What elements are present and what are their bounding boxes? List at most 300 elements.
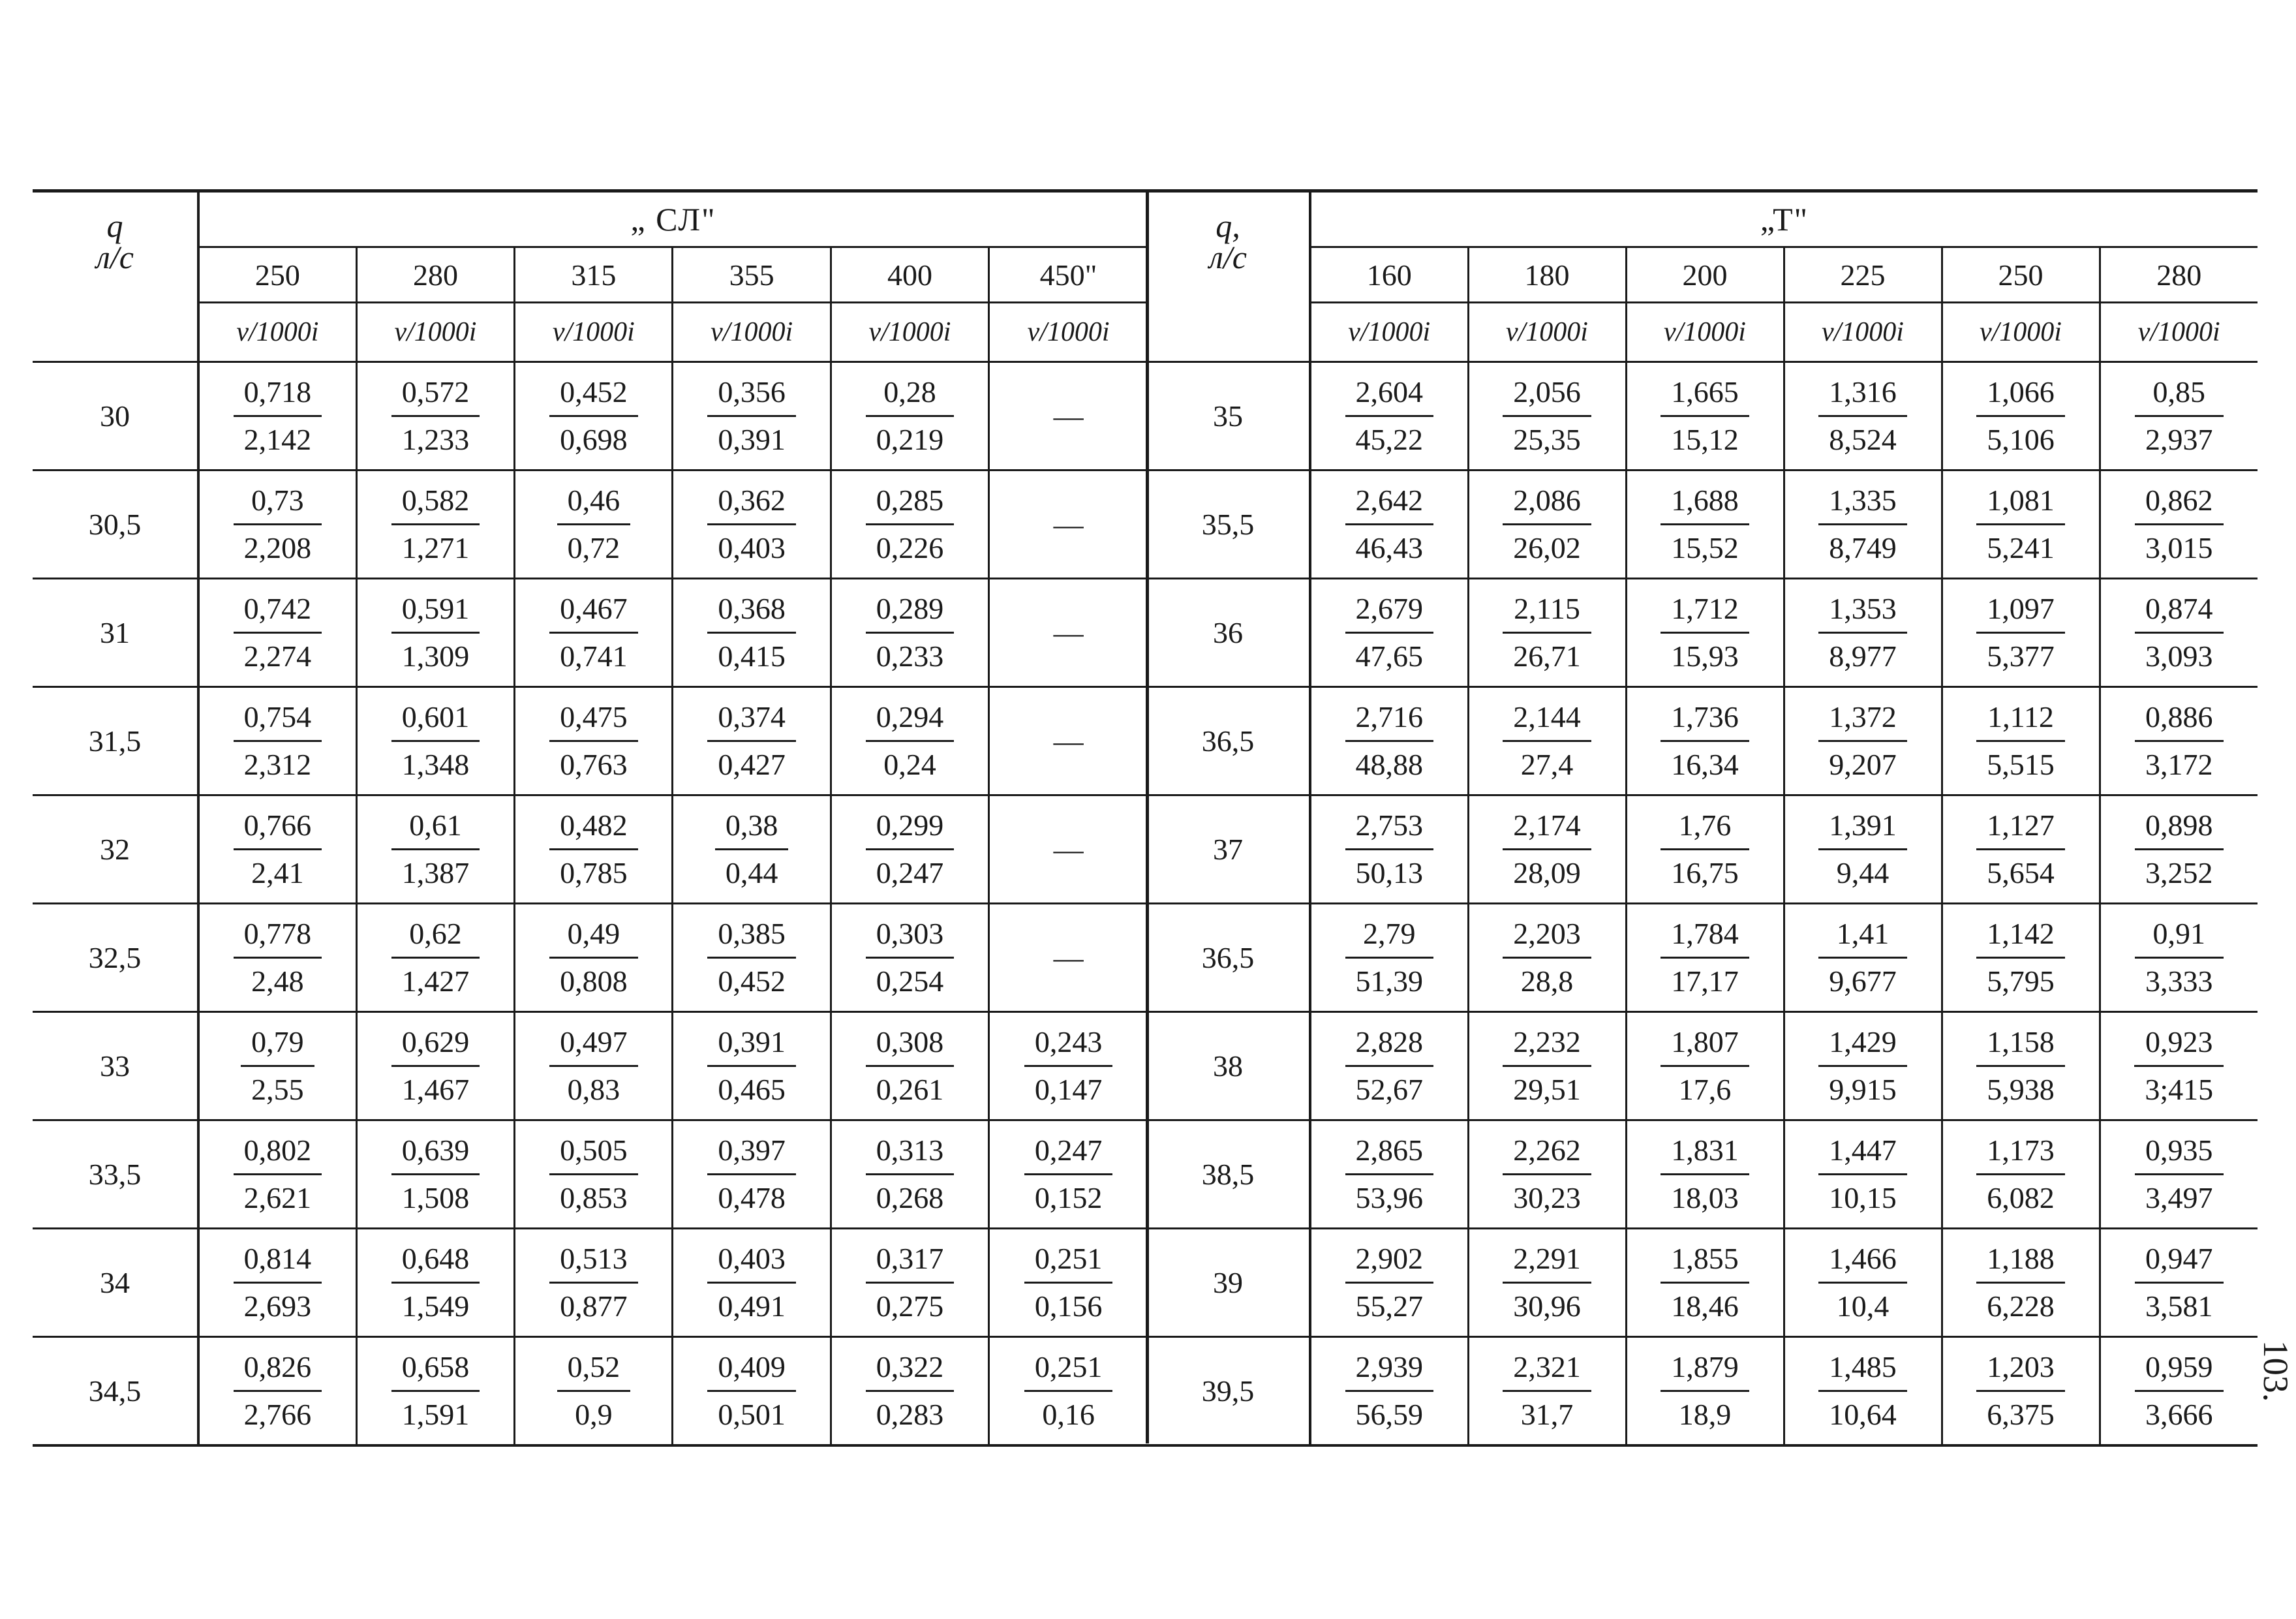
- fraction: [391, 1135, 480, 1213]
- value-cell: [1626, 1337, 1784, 1445]
- fraction: [707, 1135, 796, 1213]
- velocity-value: 0,947: [2135, 1244, 2224, 1284]
- velocity-value: 1,784: [1661, 919, 1749, 959]
- head-loss-value: 2,312: [243, 748, 312, 781]
- q-symbol: q: [106, 208, 123, 244]
- value-cell: [1468, 1229, 1626, 1337]
- q-column-header: [1147, 191, 1310, 303]
- velocity-value: 0,374: [707, 702, 796, 742]
- value-cell: [2100, 579, 2258, 687]
- value-cell: [989, 1012, 1147, 1120]
- velocity-value: 1,112: [1976, 702, 2065, 742]
- fraction: [1345, 594, 1434, 671]
- value-cell: [1942, 1012, 2100, 1120]
- fraction: [866, 1244, 955, 1321]
- velocity-value: 1,429: [1818, 1027, 1907, 1067]
- head-loss-value: 2,937: [2145, 423, 2213, 456]
- head-loss-value: 1,508: [401, 1181, 470, 1214]
- value-cell: [2100, 904, 2258, 1012]
- velocity-value: 0,85: [2135, 377, 2224, 417]
- fraction: [234, 594, 322, 671]
- fraction: [1345, 1244, 1434, 1321]
- head-loss-value: 17,17: [1671, 964, 1739, 998]
- fraction: [1661, 1349, 1749, 1431]
- velocity-value: 1,188: [1976, 1244, 2065, 1284]
- value-cell: [2100, 1012, 2258, 1120]
- head-loss-value: 3,333: [2145, 964, 2213, 998]
- velocity-value: 0,28: [866, 377, 955, 417]
- head-loss-value: 2,274: [243, 640, 312, 673]
- value-cell: [1310, 1229, 1468, 1337]
- velocity-value: 0,247: [1024, 1135, 1113, 1175]
- value-cell: [1626, 1012, 1784, 1120]
- head-loss-value: 2,48: [251, 964, 304, 998]
- value-cell: [989, 1229, 1147, 1337]
- diameter-header: 180: [1468, 247, 1626, 303]
- fraction: [1818, 1027, 1907, 1105]
- q-value: 38,5: [1147, 1120, 1310, 1229]
- fraction: [2135, 810, 2224, 888]
- empty-cell: [989, 579, 1147, 687]
- velocity-value: 0,38: [715, 810, 789, 850]
- head-loss-value: 0,403: [718, 531, 786, 564]
- fraction: [1818, 810, 1907, 888]
- head-loss-value: 0,427: [718, 748, 786, 781]
- velocity-value: 1,712: [1661, 594, 1749, 634]
- head-loss-value: 10,64: [1829, 1397, 1897, 1431]
- fraction: [1976, 1027, 2065, 1105]
- fraction: [1024, 1135, 1113, 1213]
- value-cell: [515, 904, 673, 1012]
- value-cell: [515, 1229, 673, 1337]
- value-cell: [673, 687, 831, 795]
- velocity-value: 2,642: [1345, 486, 1434, 525]
- dash: —: [1053, 399, 1084, 433]
- head-loss-value: 30,96: [1513, 1289, 1581, 1323]
- velocity-value: 0,52: [557, 1352, 631, 1392]
- q-value: 39,5: [1147, 1337, 1310, 1445]
- table-row: [33, 470, 1147, 579]
- head-loss-value: 25,35: [1513, 423, 1581, 456]
- velocity-value: 2,086: [1503, 486, 1591, 525]
- fraction: [1818, 486, 1907, 563]
- value-cell: [1468, 470, 1626, 579]
- value-cell: [198, 1012, 356, 1120]
- value-cell: [515, 362, 673, 470]
- head-loss-value: 1,549: [401, 1289, 470, 1323]
- table-row: [1147, 795, 2258, 904]
- head-loss-value: 2,693: [243, 1289, 312, 1323]
- fraction: [1503, 1135, 1591, 1213]
- value-cell: [356, 904, 514, 1012]
- velocity-value: 1,066: [1976, 377, 2065, 417]
- head-loss-value: 0,152: [1034, 1181, 1103, 1214]
- head-loss-value: 8,524: [1829, 423, 1897, 456]
- value-cell: [1310, 687, 1468, 795]
- head-loss-value: 0,785: [560, 856, 628, 889]
- velocity-value: 0,826: [234, 1352, 322, 1392]
- head-loss-value: 47,65: [1355, 640, 1423, 673]
- velocity-value: 0,308: [866, 1027, 955, 1067]
- velocity-value: 0,251: [1024, 1244, 1113, 1284]
- value-cell: [1942, 470, 2100, 579]
- fraction: [866, 486, 955, 563]
- fraction: [391, 486, 480, 563]
- fraction: [234, 377, 322, 455]
- fraction: [2135, 1244, 2224, 1321]
- fraction: [2134, 1027, 2224, 1105]
- value-cell: [198, 470, 356, 579]
- fraction: [1661, 919, 1749, 996]
- velocity-value: 0,959: [2135, 1352, 2224, 1392]
- velocity-value: 1,688: [1661, 486, 1749, 525]
- table-row: [1147, 904, 2258, 1012]
- fraction: [1345, 1349, 1434, 1431]
- value-cell: [1626, 362, 1784, 470]
- fraction: [1345, 702, 1434, 780]
- head-loss-value: 9,915: [1829, 1073, 1897, 1106]
- velocity-value: 1,081: [1976, 486, 2065, 525]
- head-loss-value: 8,977: [1829, 640, 1897, 673]
- value-cell: [673, 362, 831, 470]
- value-cell: [1784, 579, 1942, 687]
- velocity-value: 1,76: [1661, 810, 1749, 850]
- value-cell: [1942, 362, 2100, 470]
- fraction: [391, 1244, 480, 1321]
- dash: —: [1053, 724, 1084, 758]
- velocity-value: 0,467: [549, 594, 638, 634]
- fraction: [391, 919, 480, 996]
- value-cell: [198, 1120, 356, 1229]
- velocity-value: 0,49: [549, 919, 638, 959]
- unit-header: v/1000i: [1310, 303, 1468, 362]
- velocity-value: 1,665: [1661, 377, 1749, 417]
- fraction: [1661, 810, 1749, 888]
- table-row: [1147, 1120, 2258, 1229]
- head-loss-value: 5,938: [1987, 1073, 2055, 1106]
- velocity-value: 0,582: [391, 486, 480, 525]
- q-value: 34: [33, 1229, 198, 1337]
- fraction: [1661, 702, 1749, 780]
- velocity-value: 0,886: [2135, 702, 2224, 742]
- head-loss-value: 0,491: [718, 1289, 786, 1323]
- velocity-value: 0,79: [241, 1027, 314, 1067]
- velocity-value: 0,648: [391, 1244, 480, 1284]
- value-cell: [1468, 579, 1626, 687]
- head-loss-value: 0,391: [718, 423, 786, 456]
- value-cell: [1468, 795, 1626, 904]
- fraction: [549, 702, 638, 780]
- fraction: [234, 810, 322, 888]
- value-cell: [1468, 362, 1626, 470]
- head-loss-value: 30,23: [1513, 1181, 1581, 1214]
- fraction: [715, 810, 789, 888]
- value-cell: [2100, 687, 2258, 795]
- q-value: 35,5: [1147, 470, 1310, 579]
- velocity-value: 0,802: [234, 1135, 322, 1175]
- value-cell: [1626, 1229, 1784, 1337]
- velocity-value: 0,385: [707, 919, 796, 959]
- head-loss-value: 0,226: [876, 531, 944, 564]
- head-loss-value: 46,43: [1355, 531, 1423, 564]
- value-cell: [1784, 904, 1942, 1012]
- value-cell: [1942, 1229, 2100, 1337]
- table-header: [33, 191, 1147, 362]
- value-cell: [673, 470, 831, 579]
- velocity-value: 0,923: [2134, 1027, 2224, 1067]
- velocity-value: 1,097: [1976, 594, 2065, 634]
- fraction: [549, 1027, 638, 1105]
- head-loss-value: 3,497: [2145, 1181, 2213, 1214]
- value-cell: [356, 1229, 514, 1337]
- head-loss-value: 0,741: [560, 640, 628, 673]
- fraction: [1345, 1027, 1434, 1105]
- value-cell: [515, 470, 673, 579]
- fraction: [1976, 1244, 2065, 1321]
- unit-header: v/1000i: [1626, 303, 1784, 362]
- value-cell: [1942, 1120, 2100, 1229]
- head-loss-value: 56,59: [1355, 1397, 1423, 1431]
- velocity-value: 0,754: [234, 702, 322, 742]
- head-loss-value: 8,749: [1829, 531, 1897, 564]
- head-loss-value: 0,233: [876, 640, 944, 673]
- fraction: [234, 702, 322, 780]
- velocity-value: 0,452: [549, 377, 638, 417]
- value-cell: [2100, 1120, 2258, 1229]
- velocity-value: 0,317: [866, 1244, 955, 1284]
- velocity-value: 1,855: [1661, 1244, 1749, 1284]
- velocity-value: 2,203: [1503, 919, 1591, 959]
- head-loss-value: 18,03: [1671, 1181, 1739, 1214]
- head-loss-value: 0,452: [718, 964, 786, 998]
- head-loss-value: 26,71: [1513, 640, 1581, 673]
- fraction: [707, 919, 796, 996]
- fraction: [707, 1027, 796, 1105]
- fraction: [391, 594, 480, 671]
- q-value: 33,5: [33, 1120, 198, 1229]
- value-cell: [1784, 1120, 1942, 1229]
- fraction: [549, 377, 638, 455]
- fraction: [1976, 594, 2065, 671]
- q-column-spacer: [1147, 303, 1310, 362]
- dash: —: [1053, 833, 1084, 866]
- fraction: [1503, 919, 1591, 996]
- value-cell: [515, 1120, 673, 1229]
- velocity-value: 1,335: [1818, 486, 1907, 525]
- fraction: [1976, 1135, 2065, 1213]
- velocity-value: 0,475: [549, 702, 638, 742]
- fraction: [866, 702, 955, 780]
- velocity-value: 1,736: [1661, 702, 1749, 742]
- value-cell: [673, 579, 831, 687]
- fraction: [1345, 919, 1434, 996]
- fraction: [1503, 702, 1591, 780]
- empty-cell: [989, 687, 1147, 795]
- value-cell: [673, 1337, 831, 1445]
- unit-header: v/1000i: [1784, 303, 1942, 362]
- q-unit: л/с: [1209, 238, 1247, 275]
- value-cell: [356, 687, 514, 795]
- value-cell: [1942, 1337, 2100, 1445]
- velocity-value: 0,601: [391, 702, 480, 742]
- head-loss-value: 29,51: [1513, 1073, 1581, 1106]
- fraction: [2135, 594, 2224, 671]
- head-loss-value: 0,72: [567, 531, 620, 564]
- value-cell: [2100, 1229, 2258, 1337]
- head-loss-value: 0,44: [725, 856, 778, 889]
- value-cell: [831, 1337, 988, 1445]
- head-loss-value: 0,268: [876, 1181, 944, 1214]
- velocity-value: 1,353: [1818, 594, 1907, 634]
- head-loss-value: 2,766: [243, 1397, 312, 1431]
- fraction: [1661, 486, 1749, 563]
- velocity-value: 2,902: [1345, 1244, 1434, 1284]
- velocity-value: 0,313: [866, 1135, 955, 1175]
- q-value: 30,5: [33, 470, 198, 579]
- value-cell: [1310, 470, 1468, 579]
- value-cell: [198, 1229, 356, 1337]
- head-loss-value: 0,283: [876, 1397, 944, 1431]
- fraction: [391, 702, 480, 780]
- table-row: [1147, 579, 2258, 687]
- velocity-value: 0,243: [1024, 1027, 1113, 1067]
- fraction: [866, 919, 955, 996]
- fraction: [1503, 1027, 1591, 1105]
- velocity-value: 1,447: [1818, 1135, 1907, 1175]
- head-loss-value: 2,55: [251, 1073, 304, 1106]
- head-loss-value: 0,254: [876, 964, 944, 998]
- fraction: [707, 486, 796, 563]
- head-loss-value: 0,147: [1034, 1073, 1103, 1106]
- velocity-value: 2,679: [1345, 594, 1434, 634]
- head-loss-value: 0,501: [718, 1397, 786, 1431]
- q-value: 38: [1147, 1012, 1310, 1120]
- unit-header: v/1000i: [1942, 303, 2100, 362]
- head-loss-value: 2,621: [243, 1181, 312, 1214]
- velocity-value: 0,862: [2135, 486, 2224, 525]
- velocity-value: 0,658: [391, 1352, 480, 1392]
- head-loss-value: 15,12: [1671, 423, 1739, 456]
- velocity-value: 2,291: [1503, 1244, 1591, 1284]
- table-body: [1147, 362, 2258, 1445]
- head-loss-value: 3,666: [2145, 1397, 2213, 1431]
- value-cell: [1626, 470, 1784, 579]
- velocity-value: 1,372: [1818, 702, 1907, 742]
- velocity-value: 1,316: [1818, 377, 1907, 417]
- fraction: [866, 1349, 955, 1431]
- q-value: 30: [33, 362, 198, 470]
- head-loss-value: 3,252: [2145, 856, 2213, 889]
- head-loss-value: 0,478: [718, 1181, 786, 1214]
- fraction: [2135, 702, 2224, 780]
- value-cell: [1942, 579, 2100, 687]
- value-cell: [198, 795, 356, 904]
- head-loss-value: 5,795: [1987, 964, 2055, 998]
- velocity-value: 2,056: [1503, 377, 1591, 417]
- fraction: [549, 1135, 638, 1213]
- diameter-header: 280: [2100, 247, 2258, 303]
- head-loss-value: 3,015: [2145, 531, 2213, 564]
- head-loss-value: 45,22: [1355, 423, 1423, 456]
- fraction: [391, 1349, 480, 1431]
- unit-header: v/1000i: [989, 303, 1147, 362]
- velocity-value: 0,505: [549, 1135, 638, 1175]
- head-loss-value: 5,654: [1987, 856, 2055, 889]
- value-cell: [1626, 795, 1784, 904]
- fraction: [866, 1027, 955, 1105]
- fraction: [1818, 702, 1907, 780]
- fraction: [1345, 1135, 1434, 1213]
- unit-row: [33, 303, 1147, 362]
- q-column-header: [33, 191, 198, 303]
- velocity-value: 2,144: [1503, 702, 1591, 742]
- fraction: [1503, 810, 1591, 888]
- value-cell: [2100, 1337, 2258, 1445]
- value-cell: [989, 1120, 1147, 1229]
- value-cell: [515, 1337, 673, 1445]
- table-row: [1147, 1012, 2258, 1120]
- value-cell: [356, 579, 514, 687]
- head-loss-value: 1,467: [401, 1073, 470, 1106]
- diameter-header: 200: [1626, 247, 1784, 303]
- velocity-value: 0,639: [391, 1135, 480, 1175]
- fraction: [1818, 1244, 1907, 1321]
- fraction: [707, 1244, 796, 1321]
- fraction: [2135, 1349, 2224, 1431]
- head-loss-value: 6,082: [1987, 1181, 2055, 1214]
- velocity-value: 2,716: [1345, 702, 1434, 742]
- value-cell: [989, 1337, 1147, 1445]
- value-cell: [1784, 687, 1942, 795]
- velocity-value: 2,604: [1345, 377, 1434, 417]
- fraction: [866, 377, 955, 455]
- fraction: [549, 594, 638, 671]
- value-cell: [1310, 362, 1468, 470]
- value-cell: [356, 362, 514, 470]
- velocity-value: 0,73: [234, 486, 322, 525]
- table-t: [1147, 189, 2258, 1447]
- velocity-value: 0,289: [866, 594, 955, 634]
- head-loss-value: 18,9: [1678, 1397, 1732, 1431]
- velocity-value: 0,397: [707, 1135, 796, 1175]
- value-cell: [1784, 1337, 1942, 1445]
- head-loss-value: 1,233: [401, 423, 470, 456]
- fraction: [707, 594, 796, 671]
- value-cell: [2100, 470, 2258, 579]
- page-number: 103.: [2256, 1340, 2295, 1402]
- table-row: [33, 795, 1147, 904]
- fraction: [549, 919, 638, 996]
- fraction: [1976, 377, 2065, 455]
- value-cell: [673, 1229, 831, 1337]
- unit-header: v/1000i: [2100, 303, 2258, 362]
- table-row: [33, 362, 1147, 470]
- velocity-value: 0,303: [866, 919, 955, 959]
- head-loss-value: 16,34: [1671, 748, 1739, 781]
- velocity-value: 1,485: [1818, 1352, 1907, 1392]
- velocity-value: 1,807: [1661, 1027, 1749, 1067]
- fraction: [1818, 919, 1907, 996]
- head-loss-value: 5,241: [1987, 531, 2055, 564]
- diameter-header: 250: [1942, 247, 2100, 303]
- velocity-value: 1,879: [1661, 1352, 1749, 1392]
- fraction: [1818, 377, 1907, 455]
- velocity-value: 2,232: [1503, 1027, 1591, 1067]
- dash: —: [1053, 941, 1084, 974]
- velocity-value: 2,321: [1503, 1352, 1591, 1392]
- head-loss-value: 1,271: [401, 531, 470, 564]
- fraction: [1661, 377, 1749, 455]
